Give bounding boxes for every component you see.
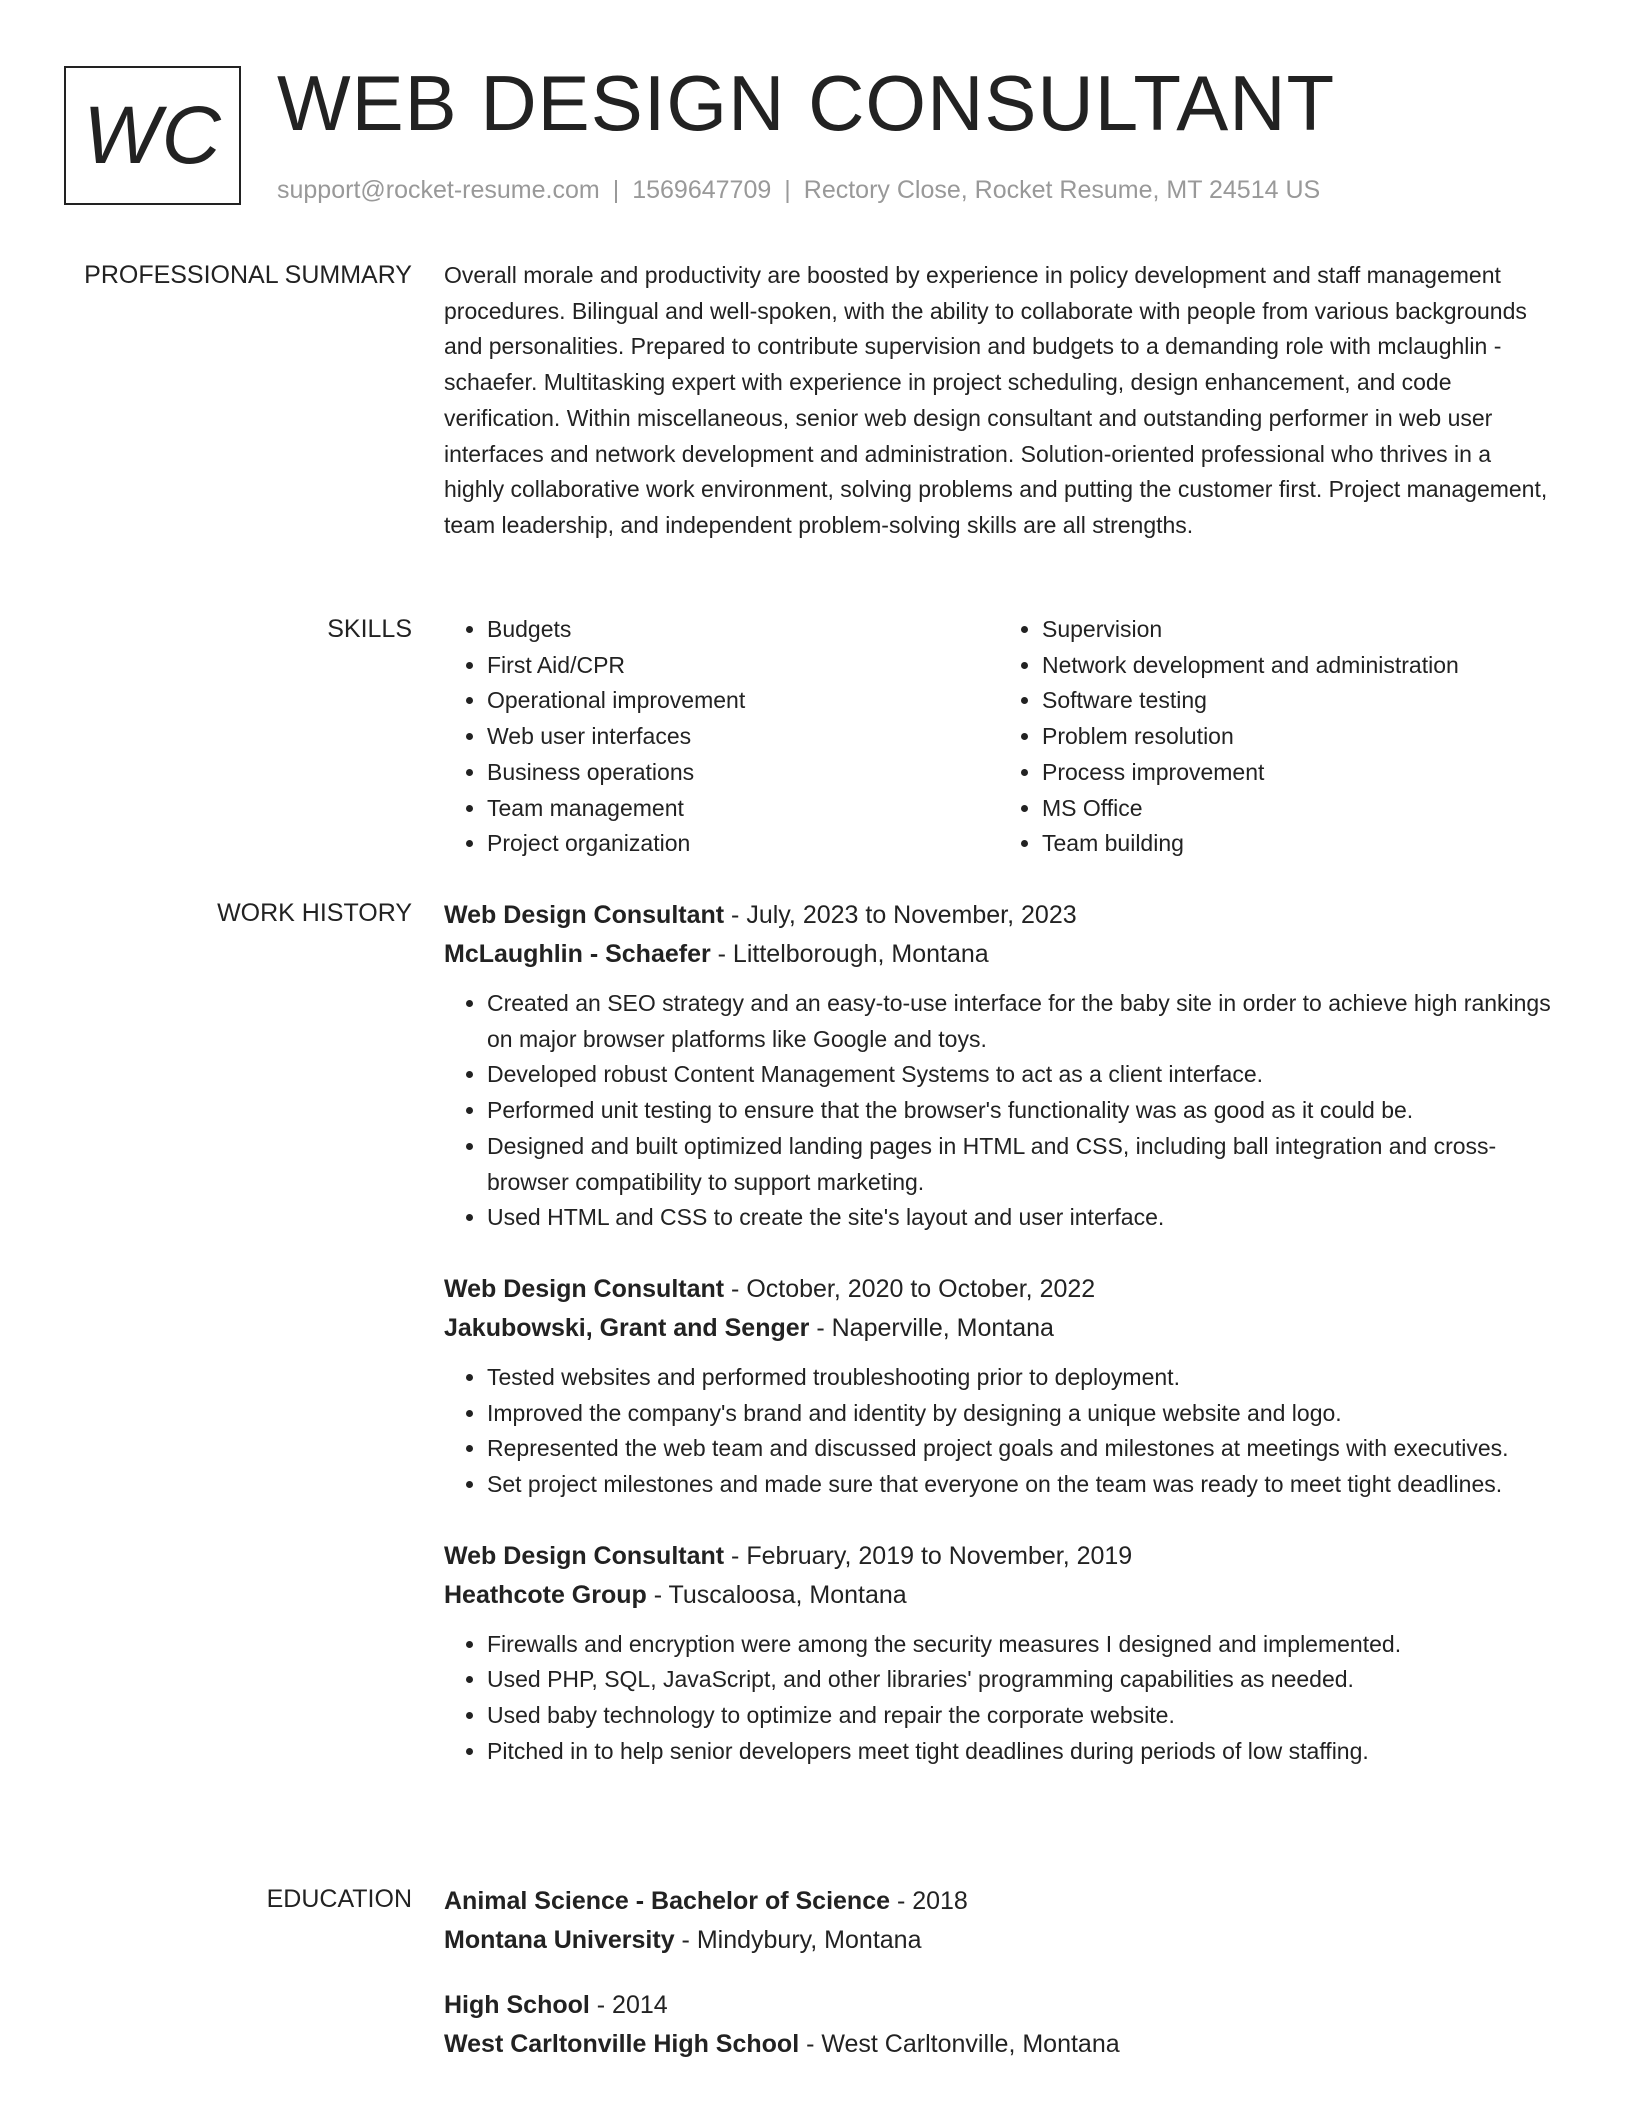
separator: | [784, 176, 791, 204]
education-degree-line [444, 1986, 1554, 2025]
resume-title: WEB DESIGN CONSULTANT [277, 59, 1336, 147]
education-list [444, 1882, 1554, 2090]
job-bullet: • Tested websites and performed troubleshooting prior to deployment. [487, 1360, 1554, 1396]
job-location: - Naperville, Montana [809, 1313, 1054, 1342]
job-title-line [444, 1537, 1554, 1576]
skills-column-left [444, 612, 999, 862]
job-entry [444, 1537, 1554, 1770]
contact-phone[interactable]: 1569647709 [632, 176, 772, 204]
education-year: - 2014 [589, 1991, 668, 2019]
job-bullets [444, 1627, 1554, 1770]
education-year: - 2018 [890, 1887, 968, 1915]
skill-item: • Supervision [1042, 612, 1554, 648]
education-school-line [444, 2025, 1554, 2064]
education-location: - Mindybury, Montana [674, 1926, 922, 1954]
section-title-summary: PROFESSIONAL SUMMARY [84, 261, 412, 289]
education-school-line [444, 1921, 1554, 1960]
job-company: McLaughlin - Schaefer [444, 940, 711, 968]
job-bullet: • Used HTML and CSS to create the site's layout and user interface. [487, 1200, 1554, 1236]
section-title-work: WORK HISTORY [217, 899, 412, 927]
education-degree-line [444, 1882, 1554, 1921]
skill-item: • Project organization [487, 826, 999, 862]
skill-item: • Web user interfaces [487, 719, 999, 755]
skill-item: • Team management [487, 791, 999, 827]
job-dates: - February, 2019 to November, 2019 [724, 1541, 1133, 1570]
job-location: - Tuscaloosa, Montana [646, 1580, 907, 1609]
skills-list [444, 612, 1554, 862]
skill-item: • MS Office [1042, 791, 1554, 827]
job-bullet: • Developed robust Content Management Systems to act as a client interface. [487, 1057, 1554, 1093]
job-title-line [444, 1270, 1554, 1309]
job-title-line [444, 896, 1554, 935]
skill-item: • First Aid/CPR [487, 648, 999, 684]
job-location: - Littelborough, Montana [710, 940, 989, 968]
skills-column-right [999, 612, 1554, 862]
education-location: - West Carltonville, Montana [799, 2030, 1120, 2058]
job-bullet: • Firewalls and encryption were among the security measures I designed and implemented. [487, 1627, 1554, 1663]
job-dates: - July, 2023 to November, 2023 [724, 901, 1077, 929]
section-title-skills: SKILLS [327, 615, 412, 643]
job-bullets [444, 986, 1554, 1236]
section-title-education: EDUCATION [266, 1885, 412, 1913]
skill-item: • Business operations [487, 755, 999, 791]
job-company-line [444, 1309, 1554, 1348]
job-bullet: • Set project milestones and made sure that everyone on the team was ready to meet tight deadlines. [487, 1467, 1554, 1503]
job-bullet: • Represented the web team and discussed project goals and milestones at meetings with executives. [487, 1431, 1554, 1467]
job-bullets [444, 1360, 1554, 1503]
job-company: Heathcote Group [444, 1580, 647, 1609]
skill-item: • Budgets [487, 612, 999, 648]
job-bullet: • Improved the company's brand and identity by designing a unique website and logo. [487, 1396, 1554, 1432]
education-entry [444, 1882, 1554, 1960]
skill-item: • Problem resolution [1042, 719, 1554, 755]
education-school: West Carltonville High School [444, 2030, 800, 2058]
job-company-line [444, 1576, 1554, 1615]
skill-item: • Network development and administration [1042, 648, 1554, 684]
contact-line [277, 175, 1320, 205]
job-bullet: • Designed and built optimized landing pages in HTML and CSS, including ball integration and cross-browser compatibility to support marketing. [487, 1129, 1554, 1200]
job-bullet: • Pitched in to help senior developers meet tight deadlines during periods of low staffing. [487, 1734, 1554, 1770]
monogram-logo: WC [64, 66, 241, 205]
contact-email[interactable]: support@rocket-resume.com [277, 176, 600, 204]
education-degree: High School [444, 1991, 590, 2019]
job-bullet: • Used baby technology to optimize and repair the corporate website. [487, 1698, 1554, 1734]
education-school: Montana University [444, 1926, 675, 1954]
job-bullet: • Used PHP, SQL, JavaScript, and other libraries' programming capabilities as needed. [487, 1662, 1554, 1698]
skill-item: • Team building [1042, 826, 1554, 862]
separator: | [612, 176, 620, 204]
job-company-line [444, 935, 1554, 974]
job-dates: - October, 2020 to October, 2022 [724, 1274, 1096, 1303]
job-company: Jakubowski, Grant and Senger [444, 1313, 810, 1342]
job-entry [444, 1270, 1554, 1503]
job-role: Web Design Consultant [444, 901, 725, 929]
job-role: Web Design Consultant [444, 1274, 725, 1303]
contact-address: Rectory Close, Rocket Resume, MT 24514 US [803, 176, 1321, 204]
skill-item: • Process improvement [1042, 755, 1554, 791]
skill-item: • Software testing [1042, 683, 1554, 719]
job-entry [444, 896, 1554, 1236]
summary-body [444, 258, 1554, 544]
education-entry [444, 1986, 1554, 2064]
job-bullet: • Created an SEO strategy and an easy-to-use interface for the baby site in order to achieve high rankings on major browser platforms like Google and toys. [487, 986, 1554, 1057]
work-list [444, 896, 1554, 1804]
education-degree: Animal Science - Bachelor of Science [444, 1887, 890, 1915]
job-role: Web Design Consultant [444, 1541, 725, 1570]
job-bullet: • Performed unit testing to ensure that the browser's functionality was as good as it could be. [487, 1093, 1554, 1129]
summary-text: Overall morale and productivity are boosted by experience in policy development and staff management procedures. Bilingual and well-spoken, with the ability to collaborate with people from various backgrounds and personalities. Prepared to contribute supervision and budgets to a demanding role with mclaughlin - schaefer. Multitasking expert with experience in project scheduling, design enhancement, and code verification. Within miscellaneous, senior web design consultant and outstanding performer in web user interfaces and network development and administration. Solution-oriented professional who thrives in a highly collaborative work environment, solving problems and putting the customer first. Project management, team leadership, and independent problem-solving skills are all strengths. [444, 262, 1548, 538]
skill-item: • Operational improvement [487, 683, 999, 719]
